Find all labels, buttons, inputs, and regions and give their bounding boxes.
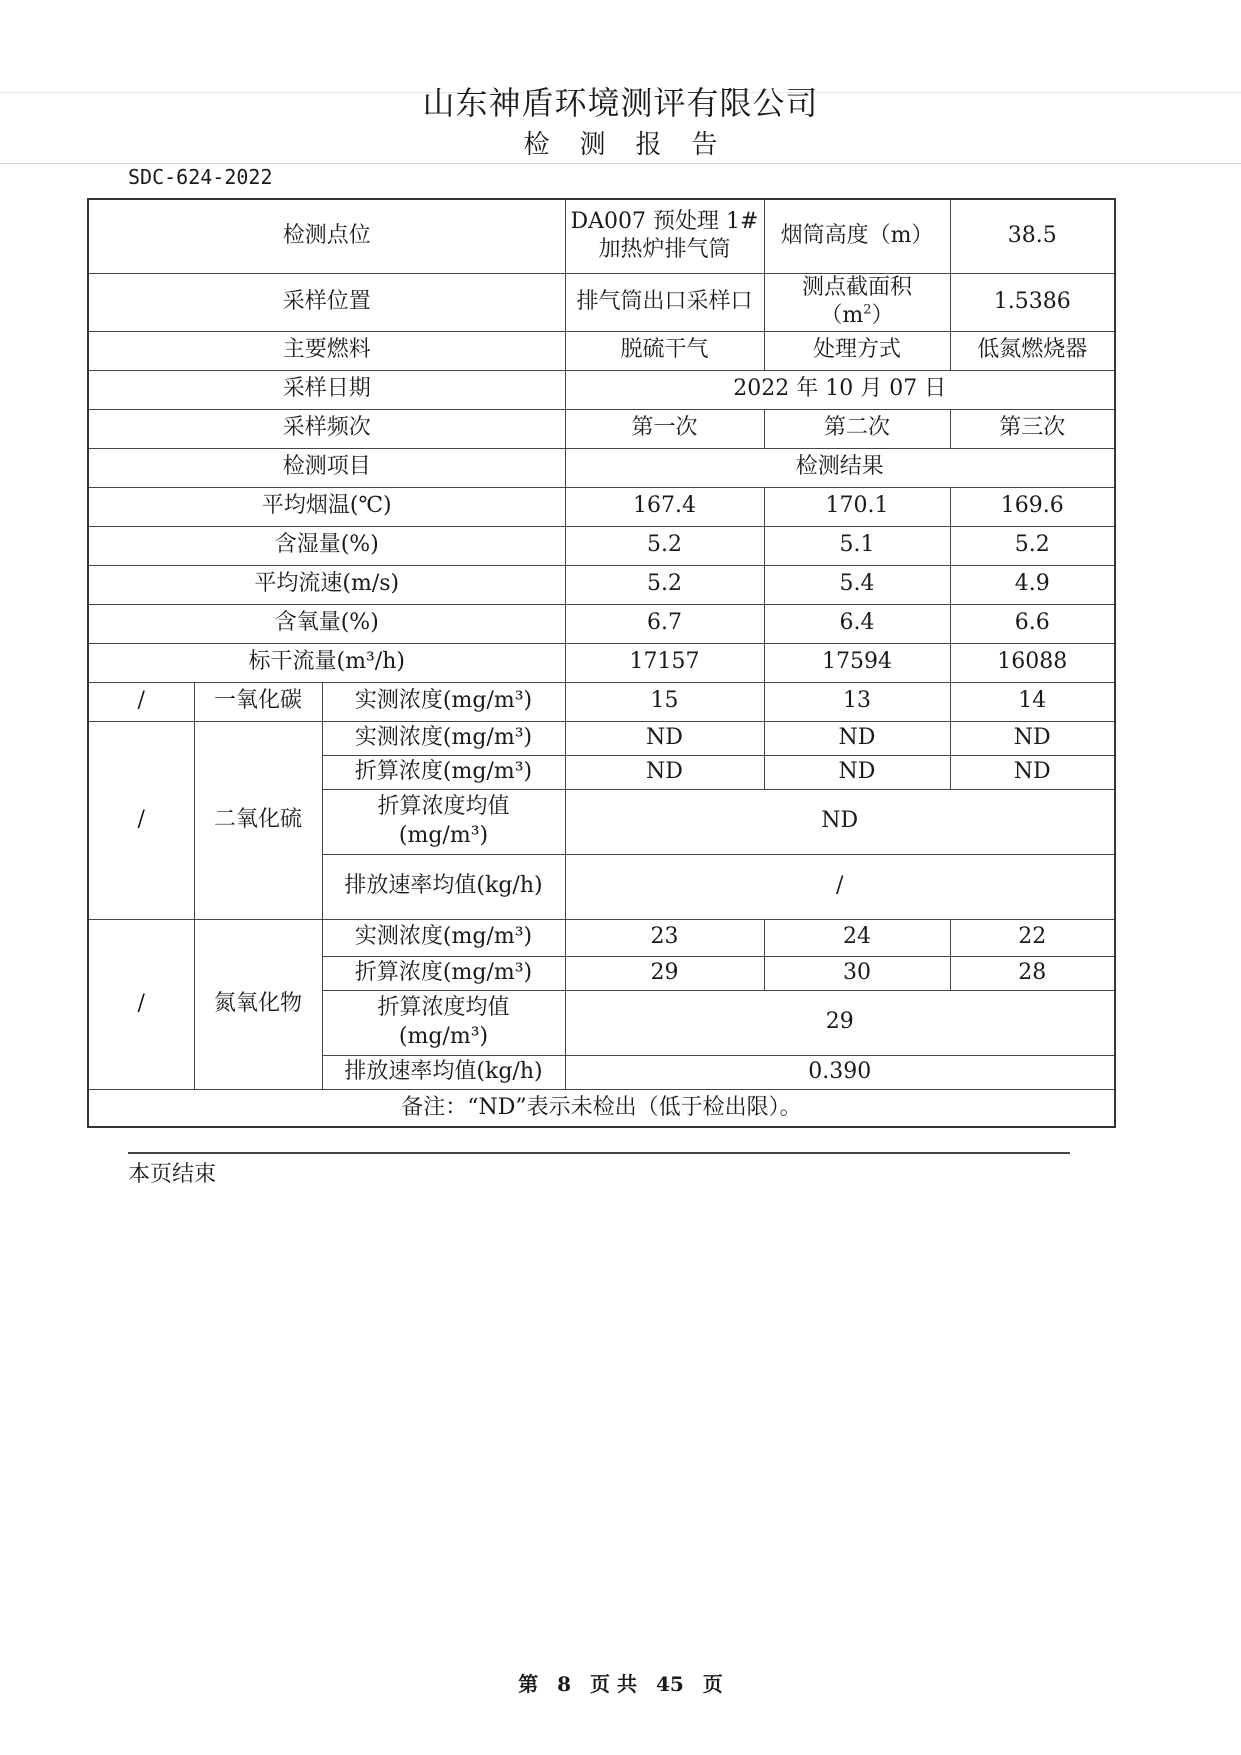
nox-measured-value: 24 xyxy=(764,919,950,956)
table-row xyxy=(88,487,1115,526)
table-row xyxy=(88,721,1115,755)
param-label: 平均烟温(℃) xyxy=(88,487,565,526)
location-value: 排气筒出口采样口 xyxy=(565,273,764,331)
footer-page-number: 8 xyxy=(557,1672,572,1696)
nox-converted-label: 折算浓度(mg/m³) xyxy=(322,956,565,990)
nox-rate-value: 0.390 xyxy=(565,1055,1115,1089)
date-value: 2022 年 10 月 07 日 xyxy=(565,370,1115,409)
height-label: 烟筒高度（m） xyxy=(764,199,950,273)
document-number: SDC-624-2022 xyxy=(128,165,273,189)
nox-name: 氮氧化物 xyxy=(194,919,322,1089)
fuel-value: 脱硫干气 xyxy=(565,331,764,370)
param-value: 6.4 xyxy=(764,604,950,643)
company-name: 山东神盾环境测评有限公司 xyxy=(422,84,819,122)
so2-measured-label: 实测浓度(mg/m³) xyxy=(322,721,565,755)
so2-rate-label: 排放速率均值(kg/h) xyxy=(322,854,565,919)
so2-converted-value: ND xyxy=(950,755,1115,789)
location-label: 采样位置 xyxy=(88,273,565,331)
so2-converted-value: ND xyxy=(565,755,764,789)
nox-converted-value: 30 xyxy=(764,956,950,990)
table-row xyxy=(88,526,1115,565)
co-measured-label: 实测浓度(mg/m³) xyxy=(322,682,565,721)
table-row xyxy=(88,448,1115,487)
param-value: 169.6 xyxy=(950,487,1115,526)
freq-2: 第二次 xyxy=(764,409,950,448)
table-row xyxy=(88,604,1115,643)
nox-measured-value: 22 xyxy=(950,919,1115,956)
so2-measured-value: ND xyxy=(565,721,764,755)
treatment-value: 低氮燃烧器 xyxy=(950,331,1115,370)
so2-measured-value: ND xyxy=(950,721,1115,755)
nox-avg-label-line1: 折算浓度均值 xyxy=(377,995,510,1021)
table-row xyxy=(88,682,1115,721)
nox-avg-value: 29 xyxy=(565,990,1115,1055)
so2-name: 二氧化硫 xyxy=(194,721,322,919)
nox-avg-label-line2: (mg/m³) xyxy=(398,1023,489,1049)
area-label-close: ） xyxy=(871,303,894,329)
freq-label: 采样频次 xyxy=(88,409,565,448)
footer-suffix: 页 xyxy=(702,1672,723,1696)
subtitle-rule xyxy=(0,163,1241,164)
freq-3: 第三次 xyxy=(950,409,1115,448)
so2-slash: / xyxy=(88,721,194,919)
param-value: 17594 xyxy=(764,643,950,682)
fuel-label: 主要燃料 xyxy=(88,331,565,370)
param-value: 170.1 xyxy=(764,487,950,526)
test-results-table xyxy=(87,198,1116,1128)
param-value: 5.4 xyxy=(764,565,950,604)
param-value: 6.7 xyxy=(565,604,764,643)
nox-rate-label: 排放速率均值(kg/h) xyxy=(322,1055,565,1089)
footer-total-pages: 45 xyxy=(655,1672,684,1696)
param-label: 含湿量(%) xyxy=(88,526,565,565)
co-measured-value: 14 xyxy=(950,682,1115,721)
freq-1: 第一次 xyxy=(565,409,764,448)
table-row xyxy=(88,331,1115,370)
date-label: 采样日期 xyxy=(88,370,565,409)
table-note: 备注：“ND”表示未检出（低于检出限）。 xyxy=(88,1089,1115,1127)
param-value: 167.4 xyxy=(565,487,764,526)
area-label-text: 测点截面积（m xyxy=(801,274,912,329)
param-label: 平均流速(m/s) xyxy=(88,565,565,604)
param-label: 含氧量(%) xyxy=(88,604,565,643)
so2-converted-label: 折算浓度(mg/m³) xyxy=(322,755,565,789)
param-label: 标干流量(m³/h) xyxy=(88,643,565,682)
table-row xyxy=(88,1089,1115,1127)
end-rule xyxy=(128,1152,1070,1154)
height-value: 38.5 xyxy=(950,199,1115,273)
footer-mid: 页 共 xyxy=(590,1672,638,1696)
table-row xyxy=(88,370,1115,409)
table-row xyxy=(88,273,1115,331)
param-value: 17157 xyxy=(565,643,764,682)
param-value: 16088 xyxy=(950,643,1115,682)
table-row xyxy=(88,565,1115,604)
param-value: 5.2 xyxy=(565,526,764,565)
nox-converted-value: 29 xyxy=(565,956,764,990)
table-row xyxy=(88,643,1115,682)
so2-converted-value: ND xyxy=(764,755,950,789)
footer-prefix: 第 xyxy=(518,1672,539,1696)
param-value: 5.2 xyxy=(950,526,1115,565)
area-label-sup: 2 xyxy=(863,302,872,318)
co-measured-value: 15 xyxy=(565,682,764,721)
so2-avg-value: ND xyxy=(565,789,1115,854)
so2-avg-label-line1: 折算浓度均值 xyxy=(377,794,510,820)
so2-avg-label-line2: (mg/m³) xyxy=(398,822,489,848)
treatment-label: 处理方式 xyxy=(764,331,950,370)
nox-measured-label: 实测浓度(mg/m³) xyxy=(322,919,565,956)
co-slash: / xyxy=(88,682,194,721)
point-label: 检测点位 xyxy=(88,199,565,273)
nox-slash: / xyxy=(88,919,194,1089)
param-value: 5.2 xyxy=(565,565,764,604)
result-label: 检测结果 xyxy=(565,448,1115,487)
table-row xyxy=(88,919,1115,956)
nox-measured-value: 23 xyxy=(565,919,764,956)
area-label xyxy=(764,273,950,331)
page-end-text: 本页结束 xyxy=(128,1162,217,1187)
co-measured-value: 13 xyxy=(764,682,950,721)
area-value: 1.5386 xyxy=(950,273,1115,331)
param-value: 5.1 xyxy=(764,526,950,565)
so2-avg-label xyxy=(322,789,565,854)
so2-rate-value: / xyxy=(565,854,1115,919)
page-footer xyxy=(0,1668,1241,1697)
point-value-line2: 加热炉排气筒 xyxy=(598,237,731,263)
param-value: 6.6 xyxy=(950,604,1115,643)
item-label: 检测项目 xyxy=(88,448,565,487)
table-row xyxy=(88,199,1115,273)
report-subtitle: 检测报告 xyxy=(523,130,748,160)
point-value xyxy=(565,199,764,273)
so2-measured-value: ND xyxy=(764,721,950,755)
table-row xyxy=(88,409,1115,448)
point-value-line1: DA007 预处理 1# xyxy=(570,208,759,234)
nox-converted-value: 28 xyxy=(950,956,1115,990)
param-value: 4.9 xyxy=(950,565,1115,604)
co-name: 一氧化碳 xyxy=(194,682,322,721)
nox-avg-label xyxy=(322,990,565,1055)
